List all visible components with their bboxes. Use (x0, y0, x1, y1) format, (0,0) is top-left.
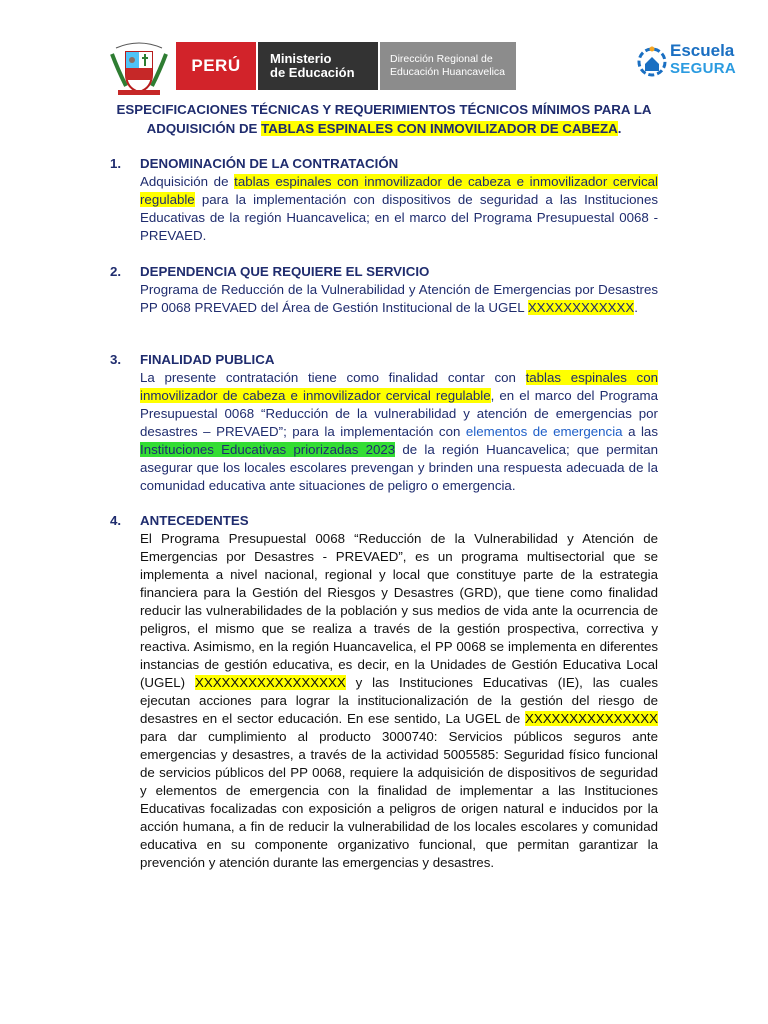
body-text: para la implementación con dispositivos de seguridad a las Instituciones Educativas de la región Huancavelica; en el marco del Programa Presupuestal 0068 - PREVAED. (140, 192, 658, 243)
section-body (140, 173, 658, 245)
section-number: 1. (110, 156, 122, 171)
escuela-label: Escuela (670, 41, 735, 60)
ministerio-line1: Ministerio (270, 51, 332, 66)
title-highlight: TABLAS ESPINALES CON INMOVILIZADOR DE CABEZA (261, 121, 618, 136)
segura-label: SEGURA (670, 60, 736, 77)
body-text: para dar cumplimiento al producto 3000740: Servicios públicos seguros ante emergencias y desastres, a través de la actividad 5005585: Seguridad físico funcional de servicios públicos del PP 0068, requiere la adquisición de dispositivos de seguridad y elementos de emergencia con la finalidad de implementar a las Instituciones Educativas focalizadas con exposición a peligros de origen natural e inducidos por la acción humana, a fin de reducir la vulnerabilidad de los locales escolares y comunidad educativa en su componente organizativo funcional, que permitan garantizar la prevención y atención durante las emergencias y desastres. (140, 729, 658, 870)
school-shield-icon (636, 44, 668, 84)
section-finalidad (110, 351, 658, 495)
peru-coat-of-arms-icon (108, 40, 170, 96)
section-body (140, 369, 658, 495)
title-prefix: ADQUISICIÓN DE (146, 121, 262, 136)
section-number: 3. (110, 352, 122, 367)
page-header (0, 40, 768, 96)
body-text: a las (622, 424, 658, 439)
section-heading (110, 155, 658, 173)
peru-label: PERÚ (191, 56, 241, 75)
section-title: FINALIDAD PUBLICA (140, 352, 275, 367)
document-title (100, 100, 668, 138)
title-line1: ESPECIFICACIONES TÉCNICAS Y REQUERIMIENTOS TÉCNICOS MÍNIMOS PARA LA (116, 102, 652, 117)
section-body (140, 530, 658, 872)
body-text: de la región Huancavelica; que permitan asegurar que los locales escolares prevengan y brinden una respuesta adecuada de la comunidad educativa ante situaciones de peligro o emergencia. (140, 442, 658, 493)
ministerio-line2: de Educación (270, 65, 355, 80)
dre-line1: Dirección Regional de (390, 53, 493, 65)
highlight-text: XXXXXXXXXXXXXXXXX (194, 675, 346, 690)
peru-logo (176, 42, 256, 90)
body-text: El Programa Presupuestal 0068 “Reducción de la Vulnerabilidad y Atención de Emergencias por Desastres - PREVAED”, es un programa multisectorial que se implementa a nivel nacional, regional y local que constituye parte de la estrategia financiera para la Gestión del Riesgos y Desastres (GRD), que tiene como finalidad reducir las vulnerabilidades de la población y sus medios de vida ante la ocurrencia de peligros, el mismo que se realiza a través de la gestión prospectiva, correctiva y reactiva. Asimismo, en la región Huancavelica, el PP 0068 se implementa en diferentes instancias de gestión educativa, es decir, en la Unidades de Gestión Educativa Local (UGEL) (140, 531, 658, 690)
section-denominacion (110, 155, 658, 245)
dre-logo (380, 42, 516, 90)
body-text: Adquisición de (140, 174, 235, 189)
body-text: La presente contratación tiene como finalidad contar con (140, 370, 526, 385)
highlight-text: XXXXXXXXXXXXXXX (524, 711, 658, 726)
section-heading (110, 512, 658, 530)
section-title: ANTECEDENTES (140, 513, 249, 528)
highlight-text: tablas espinales con inmovilizador de cabeza e inmovilizador cervical regulable (140, 174, 658, 207)
blue-text: elementos de emergencia (465, 424, 623, 439)
body-text: Programa de Reducción de la Vulnerabilidad y Atención de Emergencias por Desastres PP 0068 PREVAED del Área de Gestión Institucional de la UGEL (140, 282, 658, 315)
ministerio-logo (258, 42, 378, 90)
section-title: DENOMINACIÓN DE LA CONTRATACIÓN (140, 156, 399, 171)
section-body (140, 281, 658, 317)
body-text: y las Instituciones Educativas (IE), las cuales ejecutan acciones para lograr la institucionalización de la gestión del riesgo de desastres en el sector educación. En ese sentido, La UGEL de (140, 675, 659, 726)
body-text: . (634, 300, 638, 315)
green-highlight-text: Instituciones Educativas priorizadas 2023 (140, 442, 396, 457)
section-title: DEPENDENCIA QUE REQUIERE EL SERVICIO (140, 264, 430, 279)
section-heading (110, 263, 658, 281)
title-line2 (100, 119, 668, 138)
section-antecedentes (110, 512, 658, 872)
body-text: , en el marco del Programa Presupuestal 0068 “Reducción de la vulnerabilidad y atención de emergencias por desastres – PREVAED”; para la implementación con (140, 388, 658, 439)
section-number: 2. (110, 264, 122, 279)
section-number: 4. (110, 513, 122, 528)
section-dependencia (110, 263, 658, 317)
highlight-text: XXXXXXXXXXXX (527, 300, 635, 315)
highlight-text: tablas espinales con inmovilizador de cabeza e inmovilizador cervical regulable (140, 370, 658, 403)
escuela-segura-logo (636, 40, 736, 90)
title-suffix: . (617, 121, 622, 136)
section-heading (110, 351, 658, 369)
dre-line2: Educación Huancavelica (390, 66, 505, 78)
